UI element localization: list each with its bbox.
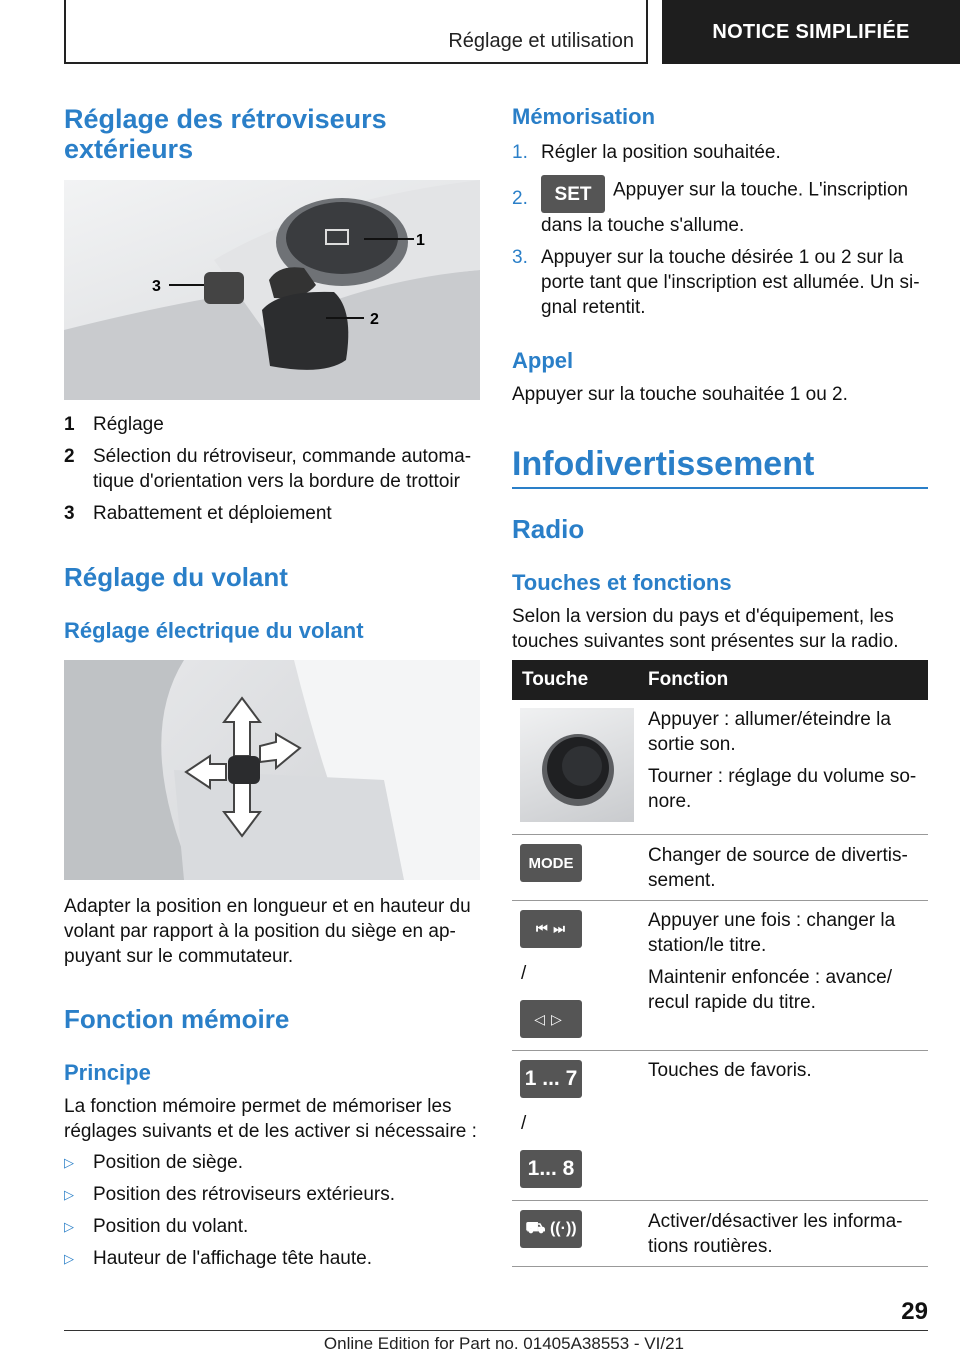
memory-bullet-list: [64, 1150, 480, 1271]
function-text: Appuyer : allumer/éteindre la sortie son.: [648, 709, 891, 755]
header-section-title: Réglage et utilisation: [448, 30, 634, 52]
step-number: 2.: [512, 188, 528, 209]
table-row-divider: [512, 900, 928, 901]
step-text: Appuyer sur la touche désirée 1 ou 2 sur la porte tant que l'inscription est allumée. Un si-gnal retentit.: [541, 247, 920, 318]
principle-paragraph: La fonction mémoire permet de mémoriser les réglages suivants et de les activer si nécessaire :: [64, 1096, 477, 1142]
bullet-text: Position des rétroviseurs extérieurs.: [93, 1184, 396, 1205]
key-separator: /: [521, 963, 527, 984]
list-item: [512, 175, 928, 238]
function-text: Maintenir enfoncée : avance/ recul rapide du titre.: [648, 967, 892, 1013]
mirror-legend: [64, 412, 480, 526]
keys-intro-paragraph: Selon la version du pays et d'équipement, les touches suivantes sont présentes sur la radio.: [512, 606, 899, 652]
skip-track-buttons-icon: ⏮ ⏭: [520, 910, 582, 948]
list-item: [64, 1150, 480, 1175]
function-text: Changer de source de divertis-sement.: [648, 845, 908, 891]
function-text: Tourner : réglage du volume so-nore.: [648, 766, 917, 812]
mirror-control-photo: [64, 180, 480, 400]
header-tab[interactable]: NOTICE SIMPLIFIÉE: [662, 0, 960, 64]
bullet-text: Position du volant.: [93, 1216, 249, 1237]
heading-memorisation: Mémorisation: [512, 104, 656, 129]
wheel-paragraph: Adapter la position en longueur et en hauteur du volant par rapport à la position du siège en ap-puyant sur le commutateur.: [64, 896, 471, 967]
heading-mirrors: Réglage des rétroviseurs extérieurs: [64, 104, 387, 164]
step-number: 1.: [512, 142, 528, 163]
triangle-bullet-icon: ▷: [64, 1155, 74, 1170]
set-button-icon: SET: [541, 175, 605, 213]
triangle-bullet-icon: ▷: [64, 1219, 74, 1234]
list-item: [64, 1214, 480, 1239]
table-header: [512, 660, 928, 700]
table-row-divider: [512, 1266, 928, 1267]
preset-buttons-1-7-icon: 1 ... 7: [520, 1060, 582, 1098]
legend-number: 1: [64, 414, 75, 435]
legend-text: Rabattement et déploiement: [93, 503, 332, 524]
key-separator: /: [521, 1113, 527, 1134]
list-item: [64, 1246, 480, 1271]
heading-appel: Appel: [512, 348, 574, 373]
function-text: Touches de favoris.: [648, 1060, 812, 1081]
legend-item: [64, 444, 480, 494]
footer-rule: [64, 1330, 928, 1331]
mode-button-icon: MODE: [520, 844, 582, 882]
table-row-divider: [512, 834, 928, 835]
table-row-function: [648, 707, 928, 814]
volume-knob-icon: [520, 708, 634, 822]
heading-principle: Principe: [64, 1060, 151, 1085]
col-header-key: Touche: [522, 669, 589, 690]
triangle-bullet-icon: ▷: [64, 1187, 74, 1202]
preset-buttons-1-8-icon: 1... 8: [520, 1150, 582, 1188]
legend-number: 2: [64, 446, 75, 467]
legend-item: [64, 501, 480, 526]
bullet-text: Hauteur de l'affichage tête haute.: [93, 1248, 372, 1269]
step-text: Régler la position souhaitée.: [541, 142, 781, 163]
list-item: [512, 140, 928, 165]
heading-wheel: Réglage du volant: [64, 562, 288, 592]
legend-text: Sélection du rétroviseur, commande automa-tique d'orientation vers la bordure de trottoir: [93, 446, 472, 492]
table-row-divider: [512, 1200, 928, 1201]
heading-radio: Radio: [512, 514, 585, 544]
traffic-info-icon: ⛟ ((·)): [520, 1210, 582, 1248]
steering-switch-photo: [64, 660, 480, 880]
memorisation-steps: [512, 140, 928, 320]
heading-keys: Touches et fonctions: [512, 570, 732, 595]
seek-arrows-icon: ◁▷: [520, 1000, 582, 1038]
function-text: Appuyer une fois : changer la station/le titre.: [648, 910, 896, 956]
list-item: [64, 1182, 480, 1207]
legend-text: Réglage: [93, 414, 164, 435]
heading-memory: Fonction mémoire: [64, 1004, 290, 1034]
function-text: Activer/désactiver les informa-tions routières.: [648, 1211, 903, 1257]
heading-rule: [512, 487, 928, 489]
list-item: [512, 245, 928, 320]
footer-edition: Online Edition for Part no. 01405A38553 - VI/21: [323, 1334, 684, 1353]
step-number: 3.: [512, 247, 528, 268]
heading-wheel-sub: Réglage électrique du volant: [64, 618, 364, 643]
callout-3: 3: [152, 278, 161, 295]
step-text: Appuyer sur la touche. L'inscription dans la touche s'allume.: [541, 179, 909, 236]
heading-infodivertissement: Infodivertissement: [512, 445, 815, 483]
legend-number: 3: [64, 503, 75, 524]
triangle-bullet-icon: ▷: [64, 1251, 74, 1266]
legend-item: [64, 412, 480, 437]
page-number: 29: [901, 1298, 928, 1325]
table-row-divider: [512, 1050, 928, 1051]
col-header-function: Fonction: [648, 669, 729, 690]
table-row-function: [648, 908, 928, 1015]
bullet-text: Position de siège.: [93, 1152, 243, 1173]
callout-2: 2: [370, 311, 379, 328]
appel-paragraph: Appuyer sur la touche souhaitée 1 ou 2.: [512, 384, 848, 405]
callout-1: 1: [416, 232, 425, 249]
